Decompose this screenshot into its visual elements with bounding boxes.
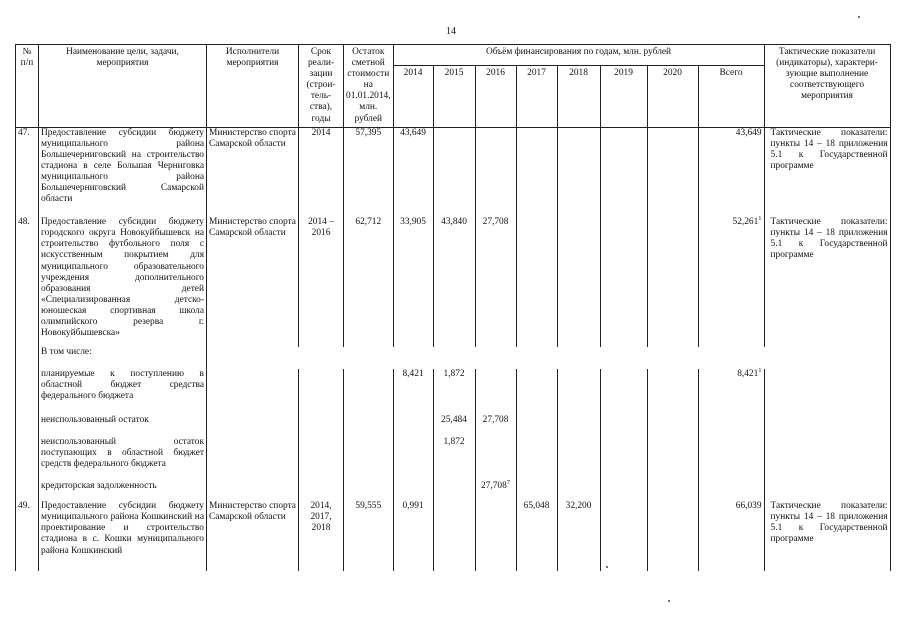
row-tactical: Тактические показатели: пункты 14 – 18 приложения 5.1 к Государственной программе	[764, 217, 890, 347]
row-name: Предоставление субсидии бюджету городского округа Новокуйбышевск на строительство футбольного поля с искусственным покрытием для муниципального образовательного учреждения дополнительного образования детей «Специализированная детско-юношеская спортивная школа олимпийского резерва г. Новокуйбышевска»	[39, 217, 207, 347]
row-tactical: Тактические показатели: пункты 14 – 18 приложения 5.1 к Государственной программе	[764, 127, 890, 217]
row-2015	[433, 501, 475, 571]
table-row	[16, 481, 891, 501]
table-row	[16, 437, 891, 481]
row-remainder: 57,395	[344, 127, 394, 217]
row-name: Предоставление субсидии бюджету муниципального района Большечерниговский на строительство стадиона в селе Большая Черниговка муниципального района Большечерниговский Самарской области	[39, 127, 207, 217]
scan-speck	[606, 566, 608, 568]
sub-row-2014	[393, 415, 433, 437]
row-num: 49.	[16, 501, 39, 571]
row-remainder: 59,555	[344, 501, 394, 571]
sub-row-name: неиспользованный остаток поступающих в областной бюджет средств федерального бюджета	[39, 437, 207, 481]
row-num: 48.	[16, 217, 39, 347]
scan-speck	[858, 16, 860, 18]
sub-row-2015: 1,872	[433, 437, 475, 481]
sub-row-total: 8,421$^1$	[698, 369, 764, 415]
row-term: 2014	[299, 127, 344, 217]
row-2015: 43,840	[433, 217, 475, 347]
header-financing: Объём финансирования по годам, млн. рублей	[393, 45, 764, 66]
row-2014: 0,991	[393, 501, 433, 571]
row-name: Предоставление субсидии бюджету муниципального района Кошкинский на проектирование и строительство стадиона в с. Кошки муниципального района Кошкинский	[39, 501, 207, 571]
sub-row-name: неиспользованный остаток	[39, 415, 207, 437]
sub-label: В том числе:	[39, 347, 207, 369]
row-executor: Министерство спорта Самарской области	[207, 217, 299, 347]
row-tactical: Тактические показатели: пункты 14 – 18 приложения 5.1 к Государственной программе	[764, 501, 890, 571]
header-name: Наименование цели, задачи, мероприятия	[39, 45, 207, 128]
scan-speck	[668, 600, 670, 602]
header-executors: Исполнители мероприятия	[207, 45, 299, 128]
row-num: 47.	[16, 127, 39, 217]
row-2014: 43,649	[393, 127, 433, 217]
row-2018	[557, 217, 600, 347]
row-2018	[557, 127, 600, 217]
header-year-2016: 2016	[475, 65, 516, 127]
page-number: 14	[446, 26, 456, 37]
row-2017	[516, 217, 557, 347]
header-year-2020: 2020	[647, 65, 698, 127]
sub-row-2016: 27,708$^7$	[475, 481, 516, 501]
table-row	[16, 127, 891, 217]
table-row	[16, 369, 891, 415]
row-2016: 27,708	[475, 217, 516, 347]
sub-row-2014	[393, 437, 433, 481]
header-year-2014: 2014	[393, 65, 433, 127]
row-term: 2014 – 2016	[299, 217, 344, 347]
sub-row-2016: 27,708	[475, 415, 516, 437]
table-row	[16, 415, 891, 437]
header-remainder: Остаток сметной стоимости на 01.01.2014, млн. рублей	[344, 45, 394, 128]
sub-row-2016	[475, 369, 516, 415]
row-executor: Министерство спорта Самарской области	[207, 127, 299, 217]
header-year-2019: 2019	[600, 65, 647, 127]
header-total: Всего	[698, 65, 764, 127]
sub-row-name: планируемые к поступлению в областной бюджет средства федерального бюджета	[39, 369, 207, 415]
header-year-2017: 2017	[516, 65, 557, 127]
row-total: 66,039	[698, 501, 764, 571]
row-2014: 33,905	[393, 217, 433, 347]
header-term: Срок реали-зации (строи-тель-ства), годы	[299, 45, 344, 128]
table-row	[16, 217, 891, 347]
financing-table	[15, 44, 891, 571]
sub-row-name: кредиторская задолженность	[39, 481, 207, 501]
sub-row-2014: 8,421	[393, 369, 433, 415]
header-year-2015: 2015	[433, 65, 475, 127]
row-2017	[516, 127, 557, 217]
row-total: 52,261$^1$	[698, 217, 764, 347]
header-num: № п/п	[16, 45, 39, 128]
sub-row-2015: 25,484	[433, 415, 475, 437]
row-2017: 65,048	[516, 501, 557, 571]
sub-row-2015: 1,872	[433, 369, 475, 415]
row-2018: 32,200	[557, 501, 600, 571]
row-term: 2014, 2017, 2018	[299, 501, 344, 571]
row-remainder: 62,712	[344, 217, 394, 347]
table-row	[16, 501, 891, 571]
row-executor: Министерство спорта Самарской области	[207, 501, 299, 571]
row-2015	[433, 127, 475, 217]
row-2016	[475, 501, 516, 571]
sub-row-2016	[475, 437, 516, 481]
header-tactical: Тактические показатели (индикаторы), характери-зующие выполнение соответствующего мероприятия	[764, 45, 890, 128]
header-year-2018: 2018	[557, 65, 600, 127]
row-2016	[475, 127, 516, 217]
row-total: 43,649	[698, 127, 764, 217]
